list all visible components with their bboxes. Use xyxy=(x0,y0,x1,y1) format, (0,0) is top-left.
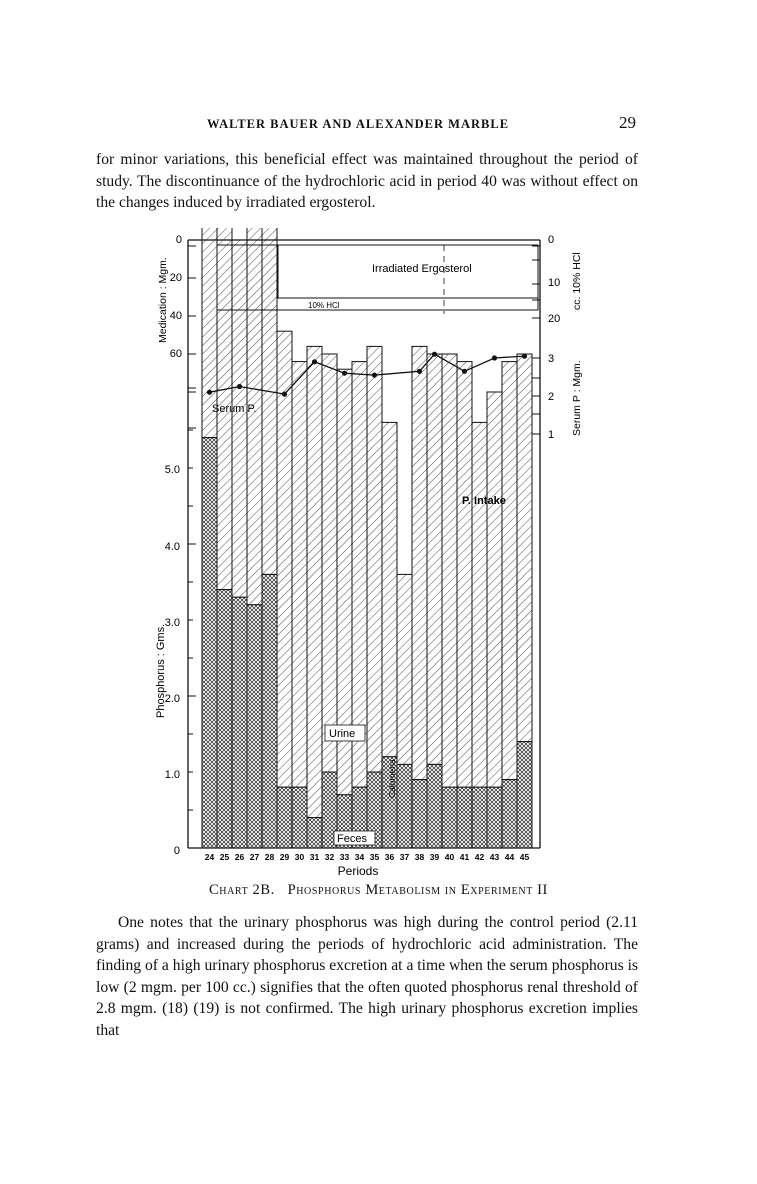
urine-bar xyxy=(367,346,382,772)
medication-tick-0: 0 xyxy=(175,234,182,246)
x-tick-label: 43 xyxy=(489,852,500,862)
page-number: 29 xyxy=(619,113,636,132)
medication-tick-60: 60 xyxy=(169,348,182,360)
feces-label: Feces xyxy=(337,833,367,845)
x-tick-label: 42 xyxy=(474,852,485,862)
medication-tick-40: 40 xyxy=(169,310,182,322)
urine-bar xyxy=(382,422,397,756)
feces-bar xyxy=(487,787,502,848)
intake-label: P. Intake xyxy=(462,495,506,507)
feces-bar xyxy=(202,438,217,848)
urine-bar xyxy=(307,346,322,817)
urine-bar xyxy=(247,228,262,605)
paragraph-top: for minor variations, this beneficial effect was maintained throughout the period of study. The discontinuance of the hydrochloric acid in period 40 was without effect on the changes induced by irradiated ergosterol. xyxy=(96,151,638,211)
urine-bar xyxy=(292,362,307,788)
x-tick-label: 30 xyxy=(294,852,305,862)
x-tick-label: 36 xyxy=(384,852,395,862)
feces-bar xyxy=(277,787,292,848)
chart-svg xyxy=(150,228,600,880)
page-header xyxy=(0,113,757,137)
feces-bar xyxy=(232,597,247,848)
chart-caption xyxy=(0,882,757,899)
y-axis-label: Phosphorus : Gms. xyxy=(155,623,167,718)
urine-bar xyxy=(472,422,487,787)
feces-bar xyxy=(247,605,262,848)
urine-bar xyxy=(322,354,337,772)
x-tick-label: 38 xyxy=(414,852,425,862)
feces-bar xyxy=(217,590,232,848)
x-tick-label: 39 xyxy=(429,852,440,862)
urine-bar xyxy=(427,354,442,764)
hcl-tick-20: 20 xyxy=(548,313,561,325)
phosphorus-tick-4: 4.0 xyxy=(164,541,180,553)
serum-point xyxy=(492,355,497,360)
urine-bar xyxy=(502,362,517,780)
feces-bar xyxy=(502,780,517,848)
x-tick-label: 27 xyxy=(249,852,260,862)
phosphorus-tick-2: 2.0 xyxy=(164,693,180,705)
urine-bar xyxy=(487,392,502,787)
serum-axis-label: Serum P : Mgm. xyxy=(571,360,583,436)
feces-bar xyxy=(307,818,322,848)
caption-title: Phosphorus Metabolism in Experiment II xyxy=(287,882,548,898)
x-axis-tick-labels xyxy=(205,852,530,862)
x-tick-label: 44 xyxy=(504,852,515,862)
ergosterol-label: Irradiated Ergosterol xyxy=(372,263,472,275)
x-tick-label: 29 xyxy=(279,852,290,862)
phosphorus-tick-0: 0 xyxy=(173,845,180,857)
phosphorus-tick-3: 3.0 xyxy=(164,617,180,629)
feces-bar xyxy=(412,780,427,848)
x-tick-label: 41 xyxy=(459,852,470,862)
calomena-label: Calomena xyxy=(387,759,397,798)
urine-label: Urine xyxy=(329,728,356,740)
urine-bar xyxy=(202,228,217,438)
urine-bar xyxy=(397,574,412,764)
urine-bar xyxy=(217,228,232,590)
feces-bar xyxy=(397,764,412,848)
hcl-axis-label: cc. 10% HCl xyxy=(571,252,583,310)
urine-bar xyxy=(412,346,427,779)
x-tick-label: 26 xyxy=(234,852,245,862)
x-tick-label: 45 xyxy=(519,852,530,862)
x-axis-label: Periods xyxy=(337,864,379,878)
feces-bar xyxy=(442,787,457,848)
urine-bar xyxy=(442,354,457,787)
phosphorus-tick-5: 5.0 xyxy=(164,464,180,476)
x-tick-label: 35 xyxy=(369,852,380,862)
feces-bar xyxy=(517,742,532,848)
urine-bar xyxy=(352,362,367,788)
medication-tick-20: 20 xyxy=(169,272,182,284)
x-tick-label: 40 xyxy=(444,852,455,862)
paragraph-bottom: One notes that the urinary phosphorus was high during the control period (2.11 grams) and increased during the periods of hydrochloric acid administration. The finding of a high urinary phosphorus excretion at a time when the serum phosphorus is low (2 mgm. per 100 cc.) signifies that the often quoted phosphorus renal threshold of 2.8 mgm. (18) (19) is not confirmed. The high urinary phosphorus excretion implies that xyxy=(96,914,638,1039)
x-tick-label: 28 xyxy=(264,852,275,862)
feces-bar xyxy=(472,787,487,848)
phosphorus-chart xyxy=(150,228,600,880)
x-tick-label: 31 xyxy=(309,852,320,862)
feces-bar xyxy=(427,764,442,848)
urine-bar xyxy=(457,362,472,788)
feces-bar xyxy=(292,787,307,848)
serum-tick-2: 2 xyxy=(548,391,555,403)
serum-tick-3: 3 xyxy=(548,353,555,365)
urine-bar xyxy=(277,331,292,787)
x-tick-label: 32 xyxy=(324,852,335,862)
x-tick-label: 34 xyxy=(354,852,365,862)
x-tick-label: 33 xyxy=(339,852,350,862)
serum-tick-1: 1 xyxy=(548,429,555,441)
caption-label: Chart 2B. xyxy=(209,882,275,898)
urine-bar xyxy=(232,240,247,597)
feces-bar xyxy=(262,574,277,848)
urine-bar xyxy=(262,228,277,574)
phosphorus-tick-1: 1.0 xyxy=(164,769,180,781)
urine-bar xyxy=(517,354,532,742)
x-tick-label: 25 xyxy=(219,852,230,862)
feces-bar xyxy=(457,787,472,848)
medication-axis-label: Medication : Mgm. xyxy=(157,257,169,343)
hcl-label: 10% HCl xyxy=(308,301,340,310)
hcl-tick-0: 0 xyxy=(548,234,555,246)
x-tick-label: 24 xyxy=(204,852,215,862)
x-tick-label: 37 xyxy=(399,852,410,862)
running-head: WALTER BAUER AND ALEXANDER MARBLE xyxy=(207,117,510,131)
bar-series xyxy=(202,228,532,848)
hcl-tick-10: 10 xyxy=(548,277,561,289)
